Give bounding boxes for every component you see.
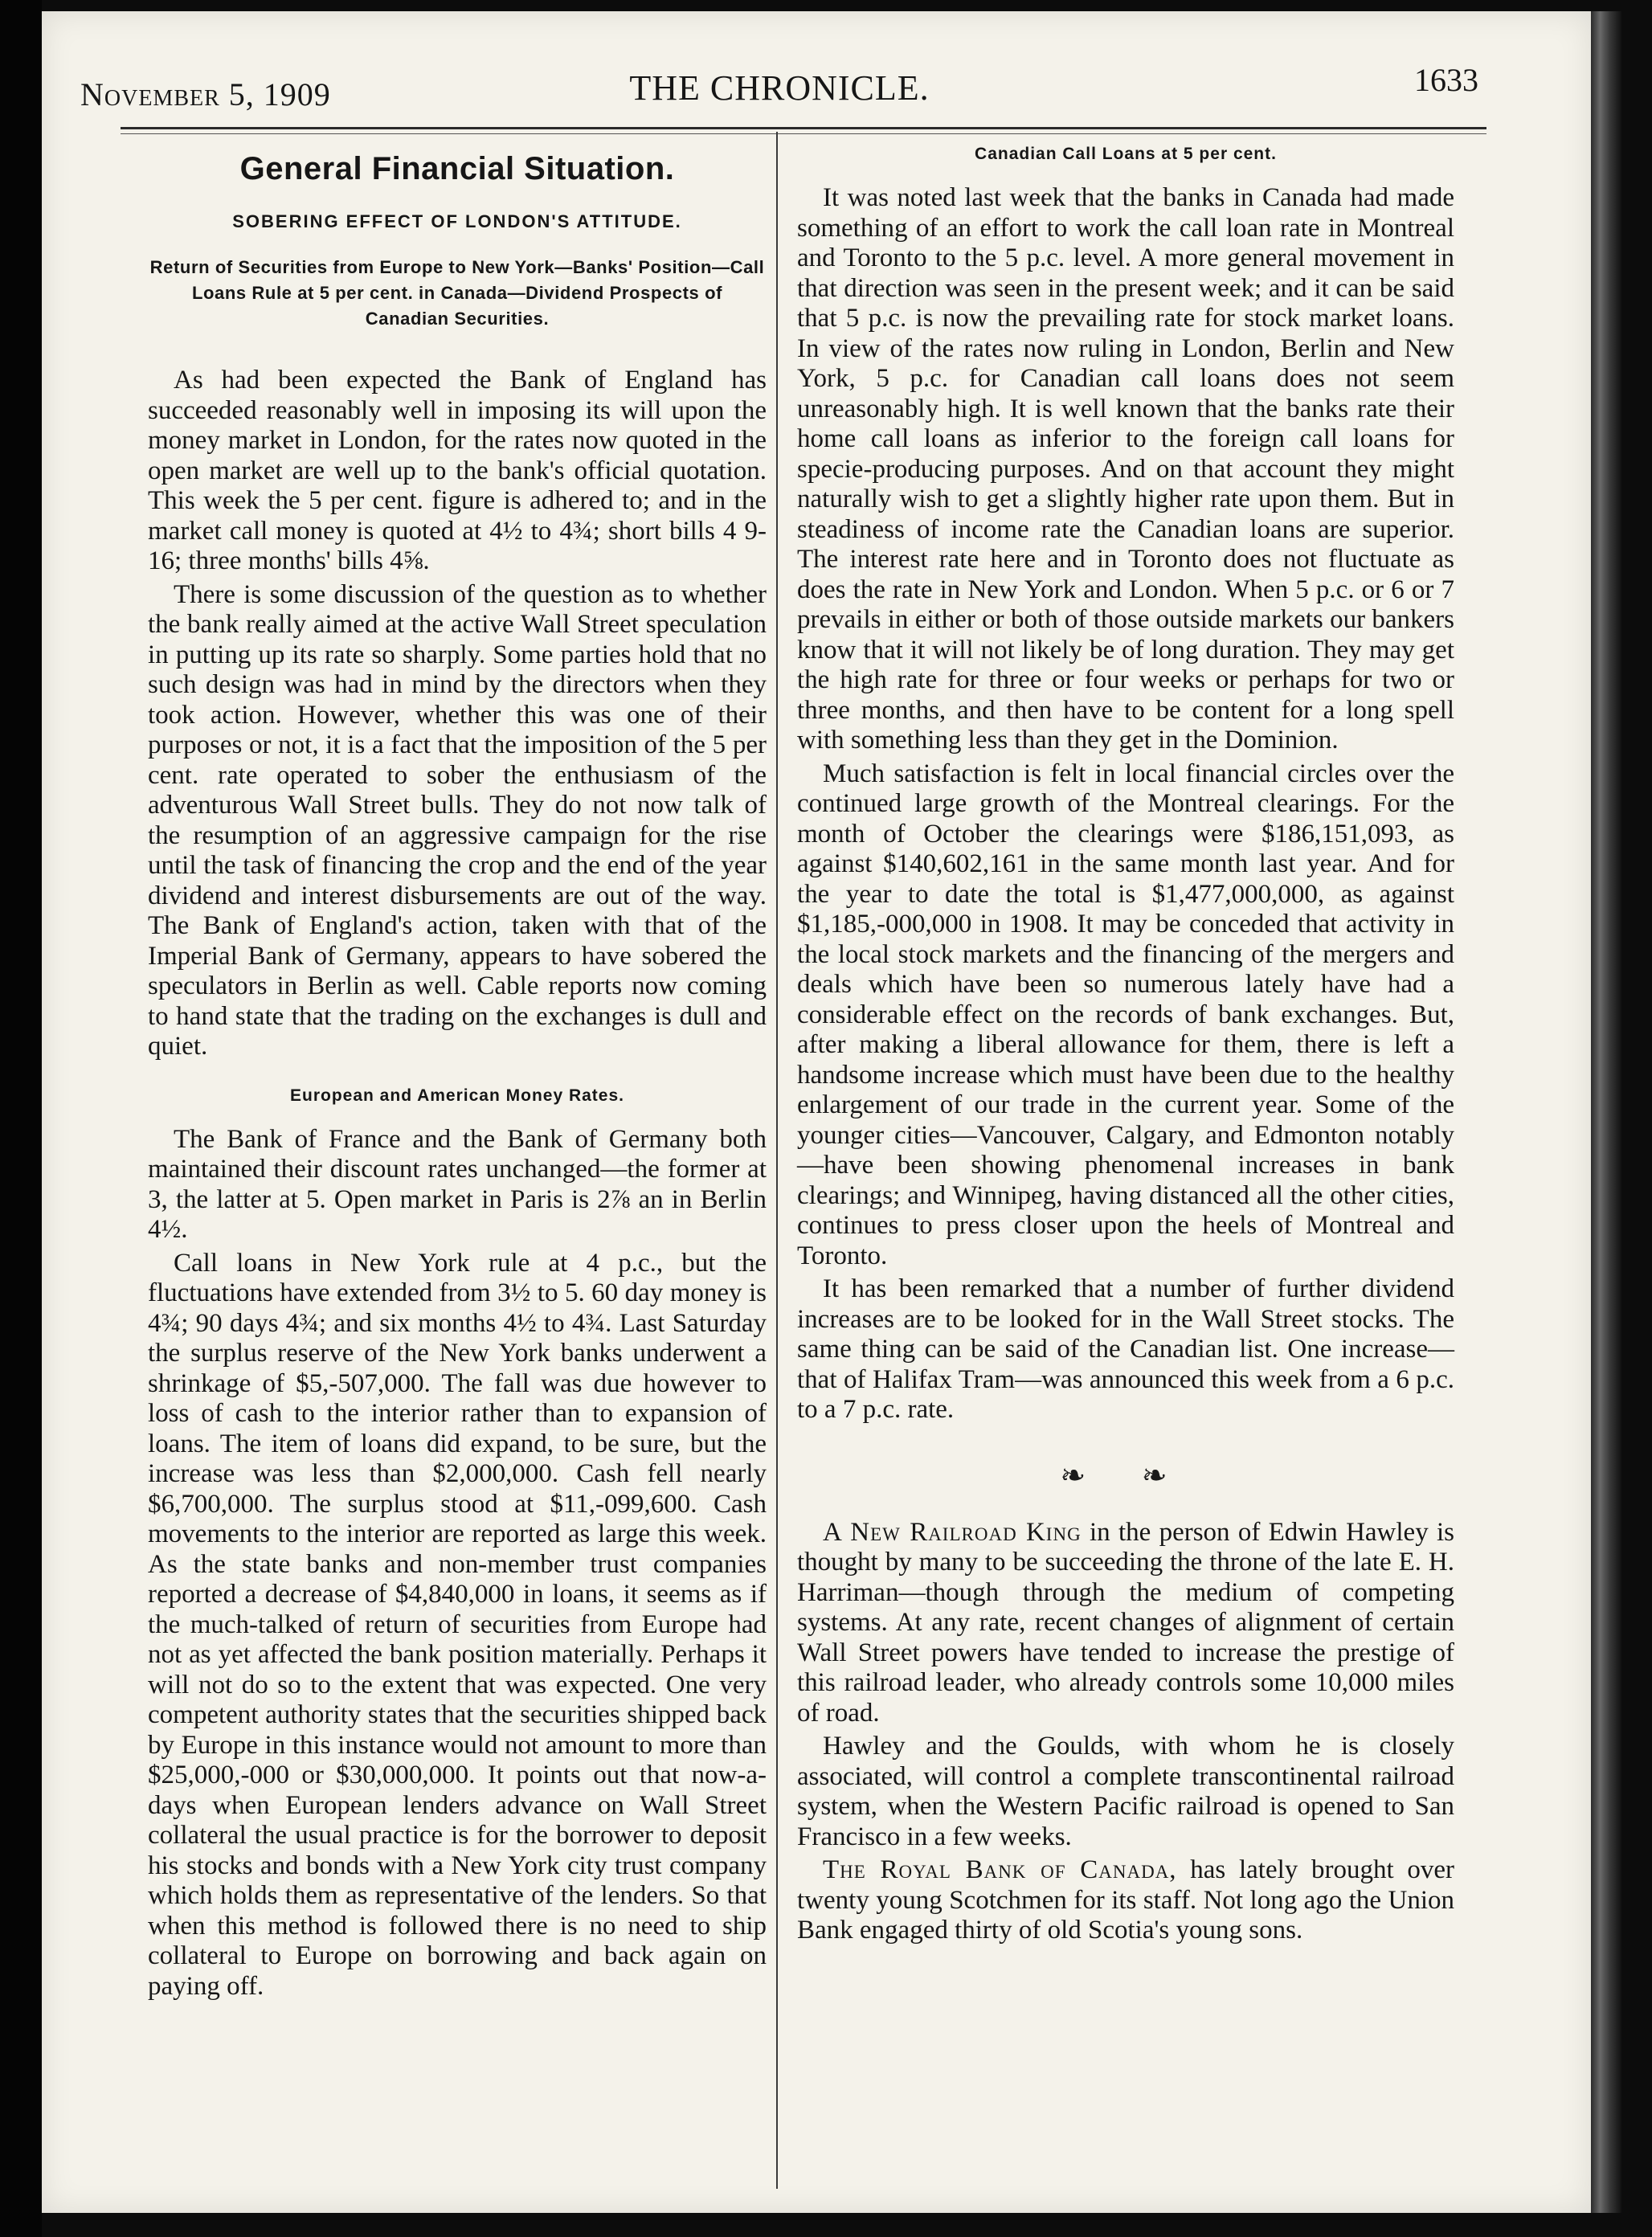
paragraph-body: in the person of Edwin Hawley is thought by many to be succeeding the throne of the late E. H. Harriman—though through the medium of competing systems. At any rate, recent changes of alignment of certain Wall Street powers have tended to increase the prestige of this railroad leader, who already controls some 10,000 miles of road. — [797, 1517, 1455, 1728]
header-date: November 5, 1909 — [80, 76, 331, 112]
paragraph: There is some discussion of the question as to whether the bank really aimed at the active Wall Street speculation in putting up its rate so sharply. Some parties hold that no such design was had in mind by the directors when they took action. However, whether this was one of their purposes or not, it is a fact that the imposition of the 5 per cent. rate operated to sober the enthusiasm of the adventurous Wall Street bulls. They do not now talk of the resumption of an aggressive campaign for the rise until the task of financing the crop and the end of the year dividend and interest disbursements are out of the way. The Bank of England's action, taken with that of the Imperial Bank of Germany, appears to have sobered the speculators in Berlin as well. Cable reports now coming to hand state that the trading on the exchanges is dull and quiet. — [148, 579, 767, 1061]
article-headline: General Financial Situation. — [239, 151, 675, 186]
ornament-divider: ❧ ❧ — [1060, 1458, 1192, 1493]
page-number: 1633 — [1414, 62, 1478, 98]
paragraph: Hawley and the Goulds, with whom he is closely associated, will control a complete transcontinental railroad system, when the Western Pacific railroad is opened to San Francisco in a few weeks. — [797, 1732, 1454, 1851]
paragraph-body: has lately brought over twenty young Scotchmen for its staff. Not long ago the Union Bank engaged thirty of old Scotia's young sons. — [797, 1855, 1454, 1945]
running-header — [80, 58, 1478, 114]
paragraph: It was noted last week that the banks in Canada had made something of an effort to work the call loan rate in Montreal and Toronto to the 5 p.c. level. A more general movement in that direction was seen in the present week; and it can be said that 5 p.c. is now the prevailing rate for stock market loans. In view of the rates now ruling in London, Berlin and New York, 5 p.c. for Canadian call loans does not seem unreasonably high. It is well known that the banks rate their home call loans as inferior to the foreign call loans for specie-producing purposes. And on that account they might naturally wish to get a slightly higher rate upon them. But in steadiness of income rate the Canadian loans are superior. The interest rate here and in Toronto does not fluctuate as does the rate in New York and London. When 5 p.c. or 6 or 7 prevails in either or both of those outside markets our bankers know that it will not likely be of long duration. They may get the high rate for three or four weeks or perhaps for two or three months, and then have to be content for a long spell with something less than they get in the Dominion. — [797, 183, 1454, 755]
header-rule — [121, 127, 1486, 129]
left-column — [148, 145, 767, 2005]
paragraph: Much satisfaction is felt in local financial circles over the continued large growth of the Montreal clearings. For the month of October the clearings were $186,151,093, as against $140,602,161 in the same month last year. And for the year to date the total is $1,477,000,000, as against $1,185,-000,000 in 1908. It may be conceded that activity in the local stock markets and the financing of the mergers and deals which have been so numerous lately have had a considerable effect on the records of bank exchanges. But, after making a liberal allowance for them, there is left a handsome increase which must have been due to the healthy enlargement of our trade in the current year. Some of the younger cities—Vancouver, Calgary, and Edmonton notably—have been showing phenomenal increases in bank clearings; and Winnipeg, having distanced all the other cities, continues to press closer upon the heels of Montreal and Toronto. — [797, 759, 1454, 1270]
section-heading: Canadian Call Loans at 5 per cent. — [975, 145, 1277, 163]
paragraph: As had been expected the Bank of England has succeeded reasonably well in imposing its will upon the money market in London, for the rates now quoted in the open market are well up to the bank's official quotation. This week the 5 per cent. figure is adhered to; and in the market call money is quoted at 4½ to 4¾; short bills 4 9-16; three months' bills 4⅝. — [148, 366, 767, 575]
publication-title: THE CHRONICLE. — [629, 68, 930, 108]
lead-in-smallcaps: A New Railroad King — [823, 1517, 1082, 1547]
column-divider — [776, 132, 778, 2189]
section-heading: European and American Money Rates. — [290, 1086, 624, 1105]
page-edge-binding — [1591, 11, 1621, 2213]
paragraph: The Bank of France and the Bank of Germany both maintained their discount rates unchanged—the former at 3, the latter at 5. Open market in Paris is 2⅞ an in Berlin 4½. — [148, 1124, 767, 1244]
right-column — [797, 145, 1454, 1949]
scan-border-left — [0, 0, 42, 2237]
header-rule-thin — [121, 133, 1486, 134]
paragraph — [797, 1855, 1454, 1946]
article-deck: Return of Securities from Europe to New York—Banks' Position—Call Loans Rule at 5 per cent. in Canada—Dividend Prospects of Canadian Securities. — [149, 257, 765, 329]
paragraph: It has been remarked that a number of further dividend increases are to be looked for in the Wall Street stocks. The same thing can be said of the Canadian list. One increase—that of Halifax Tram—was announced this week from a 6 p.c. to a 7 p.c. rate. — [797, 1274, 1454, 1424]
paragraph — [797, 1518, 1454, 1729]
lead-in-smallcaps: The Royal Bank of Canada, — [823, 1855, 1177, 1884]
paragraph: Call loans in New York rule at 4 p.c., but the fluctuations have extended from 3½ to 5. 60 day money is 4¾; 90 days 4¾; and six months 4½ to 4¾. Last Saturday the surplus reserve of the New York banks underwent a shrinkage of $5,-507,000. The fall was due however to loss of cash to the interior rather than to expansion of loans. The item of loans did expand, to be sure, but the increase was less than $2,000,000. Cash fell nearly $6,700,000. The surplus stood at $11,-099,600. Cash movements to the interior are reported as large this week. As the state banks and non-member trust companies reported a decrease of $4,840,000 in loans, it seems as if the much-talked of return of securities from Europe had not as yet affected the bank position materially. Perhaps it will not do so to the extent that was expected. One very competent authority states that the securities shipped back by Europe in this instance would not amount to more than $25,000,-000 or $30,000,000. It points out that now-a-days when European lenders advance on Wall Street collateral the usual practice is for the borrower to deposit his stocks and bonds with a New York city trust company which holds them as representative of the lenders. So that when this method is followed there is no need to ship collateral to Europe on borrowing and back again on paying off. — [148, 1248, 767, 2001]
article-subhead: SOBERING EFFECT OF LONDON'S ATTITUDE. — [232, 211, 682, 231]
